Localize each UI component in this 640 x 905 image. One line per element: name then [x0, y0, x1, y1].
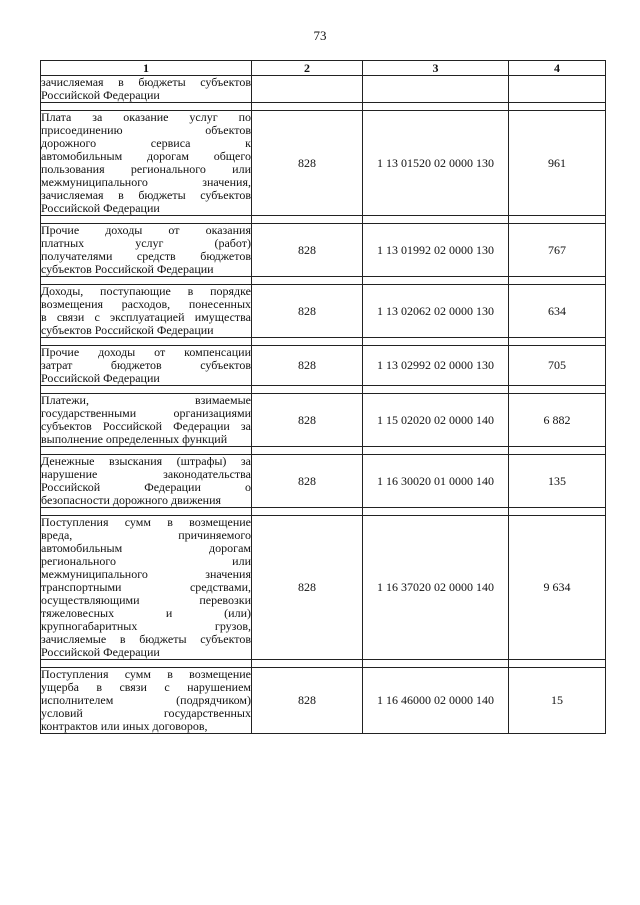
spacer-cell: [363, 216, 509, 224]
budget-classification-code-cell: 1 16 46000 02 0000 140: [363, 668, 509, 734]
revenue-name-line: субъектов Российской Федерации: [41, 323, 214, 337]
admin-code-cell: 828: [252, 346, 363, 386]
revenue-name-line: исполнителем (подрядчиком): [41, 693, 251, 707]
revenue-name-line: крупногабаритных грузов,: [41, 619, 251, 633]
amount-cell: 15: [509, 668, 606, 734]
spacer-cell: [252, 103, 363, 111]
budget-classification-code-cell: 1 16 30020 01 0000 140: [363, 455, 509, 508]
revenue-name-line: осуществляющими перевозки: [41, 593, 251, 607]
revenue-name-line: Прочие доходы от компенсации: [41, 345, 251, 359]
revenue-name-cell: [41, 76, 252, 103]
revenue-name-line: нарушение законодательства: [41, 467, 251, 481]
spacer-cell: [509, 386, 606, 394]
revenue-name-line: субъектов Российской Федерации: [41, 262, 214, 276]
budget-classification-code-cell: 1 13 02062 02 0000 130: [363, 285, 509, 338]
spacer-cell: [252, 660, 363, 668]
revenue-name-cell: [41, 394, 252, 447]
admin-code-cell: 828: [252, 111, 363, 216]
spacer-cell: [252, 277, 363, 285]
revenue-name-line: вреда, причиняемого: [41, 528, 251, 542]
spacer-cell: [252, 216, 363, 224]
revenue-name-cell: [41, 455, 252, 508]
spacer-cell: [509, 216, 606, 224]
admin-code-cell: 828: [252, 285, 363, 338]
revenue-name-cell: [41, 224, 252, 277]
spacer-cell: [252, 338, 363, 346]
spacer-cell: [509, 338, 606, 346]
revenue-name-cell: [41, 111, 252, 216]
revenue-name-line: затрат бюджетов субъектов: [41, 358, 251, 372]
admin-code-cell: 828: [252, 668, 363, 734]
table-row: [41, 516, 606, 660]
amount-cell: [509, 76, 606, 103]
revenue-name-line: Доходы, поступающие в порядке: [41, 284, 251, 298]
header-col-2: 2: [252, 61, 363, 76]
budget-classification-code-cell: [363, 76, 509, 103]
revenue-name-line: регионального или: [41, 554, 251, 568]
revenue-name-line: Платежи, взимаемые: [41, 393, 251, 407]
revenue-name-line: Прочие доходы от оказания: [41, 223, 251, 237]
spacer-cell: [509, 103, 606, 111]
spacer-cell: [252, 447, 363, 455]
revenue-name-line: Российской Федерации: [41, 645, 160, 659]
amount-cell: 9 634: [509, 516, 606, 660]
revenue-name-line: государственными организациями: [41, 406, 251, 420]
spacer-cell: [252, 386, 363, 394]
revenue-name-line: безопасности дорожного движения: [41, 493, 222, 507]
revenue-name-line: автомобильным дорогам: [41, 541, 251, 555]
admin-code-cell: 828: [252, 224, 363, 277]
budget-classification-code-cell: 1 16 37020 02 0000 140: [363, 516, 509, 660]
revenue-name-line: межмуниципального значения,: [41, 175, 251, 189]
spacer-cell: [252, 508, 363, 516]
revenue-name-line: выполнение определенных функций: [41, 432, 228, 446]
page-number: 73: [313, 28, 327, 43]
revenue-name-line: в связи с эксплуатацией имущества: [41, 310, 251, 324]
revenue-name-line: ущерба в связи с нарушением: [41, 680, 251, 694]
amount-cell: 634: [509, 285, 606, 338]
admin-code-cell: 828: [252, 394, 363, 447]
revenue-name-cell: [41, 285, 252, 338]
admin-code-cell: 828: [252, 516, 363, 660]
revenue-name-cell: [41, 668, 252, 734]
spacer-cell: [363, 103, 509, 111]
revenue-name-line: зачисляемые в бюджеты субъектов: [41, 632, 251, 646]
admin-code-cell: 828: [252, 455, 363, 508]
revenue-name-line: Денежные взыскания (штрафы) за: [41, 454, 251, 468]
amount-cell: 135: [509, 455, 606, 508]
revenue-name-line: Российской Федерации: [41, 371, 160, 385]
spacer-cell: [363, 508, 509, 516]
revenue-name-line: Поступления сумм в возмещение: [41, 667, 251, 681]
spacer-cell: [363, 277, 509, 285]
table-row: [41, 285, 606, 338]
revenue-name-line: присоединению объектов: [41, 123, 251, 137]
spacer-cell: [363, 447, 509, 455]
table-header-row: [41, 61, 606, 76]
spacer-cell: [509, 277, 606, 285]
revenue-name-line: условий государственных: [41, 706, 251, 720]
spacer-cell: [509, 508, 606, 516]
revenue-name-line: Российской Федерации: [41, 201, 160, 215]
table-row: [41, 668, 606, 734]
budget-classification-code-cell: 1 13 01992 02 0000 130: [363, 224, 509, 277]
revenue-name-line: получателями средств бюджетов: [41, 249, 251, 263]
revenue-name-line: межмуниципального значения: [41, 567, 251, 581]
table-row: [41, 224, 606, 277]
revenue-name-line: автомобильным дорогам общего: [41, 149, 251, 163]
revenue-name-line: Российской Федерации о: [41, 480, 251, 494]
amount-cell: 767: [509, 224, 606, 277]
revenue-name-line: Плата за оказание услуг по: [41, 110, 251, 124]
revenue-name-line: Поступления сумм в возмещение: [41, 515, 251, 529]
revenue-name-line: платных услуг (работ): [41, 236, 251, 250]
budget-classification-code-cell: 1 13 01520 02 0000 130: [363, 111, 509, 216]
spacer-cell: [363, 386, 509, 394]
budget-classification-code-cell: 1 13 02992 02 0000 130: [363, 346, 509, 386]
revenue-name-line: Российской Федерации: [41, 88, 160, 102]
admin-code-cell: [252, 76, 363, 103]
revenue-name-cell: [41, 346, 252, 386]
revenue-table: [40, 60, 606, 734]
budget-classification-code-cell: 1 15 02020 02 0000 140: [363, 394, 509, 447]
spacer-cell: [363, 338, 509, 346]
revenue-name-line: зачисляемая в бюджеты субъектов: [41, 188, 251, 202]
header-col-4: 4: [509, 61, 606, 76]
revenue-name-line: транспортными средствами,: [41, 580, 251, 594]
amount-cell: 6 882: [509, 394, 606, 447]
table-body: [41, 76, 606, 734]
header-col-1: 1: [41, 61, 252, 76]
amount-cell: 961: [509, 111, 606, 216]
table-row: [41, 111, 606, 216]
spacer-cell: [509, 447, 606, 455]
revenue-name-line: возмещения расходов, понесенных: [41, 297, 251, 311]
amount-cell: 705: [509, 346, 606, 386]
revenue-name-line: зачисляемая в бюджеты субъектов: [41, 75, 251, 89]
table-row: [41, 76, 606, 103]
spacer-cell: [509, 660, 606, 668]
spacer-cell: [363, 660, 509, 668]
table-row: [41, 455, 606, 508]
revenue-name-line: контрактов или иных договоров,: [41, 719, 208, 733]
header-col-3: 3: [363, 61, 509, 76]
table-row: [41, 394, 606, 447]
revenue-name-line: тяжеловесных и (или): [41, 606, 251, 620]
revenue-name-line: дорожного сервиса к: [41, 136, 251, 150]
revenue-name-line: субъектов Российской Федерации за: [41, 419, 251, 433]
table-row: [41, 346, 606, 386]
revenue-name-line: пользования регионального или: [41, 162, 251, 176]
revenue-name-cell: [41, 516, 252, 660]
